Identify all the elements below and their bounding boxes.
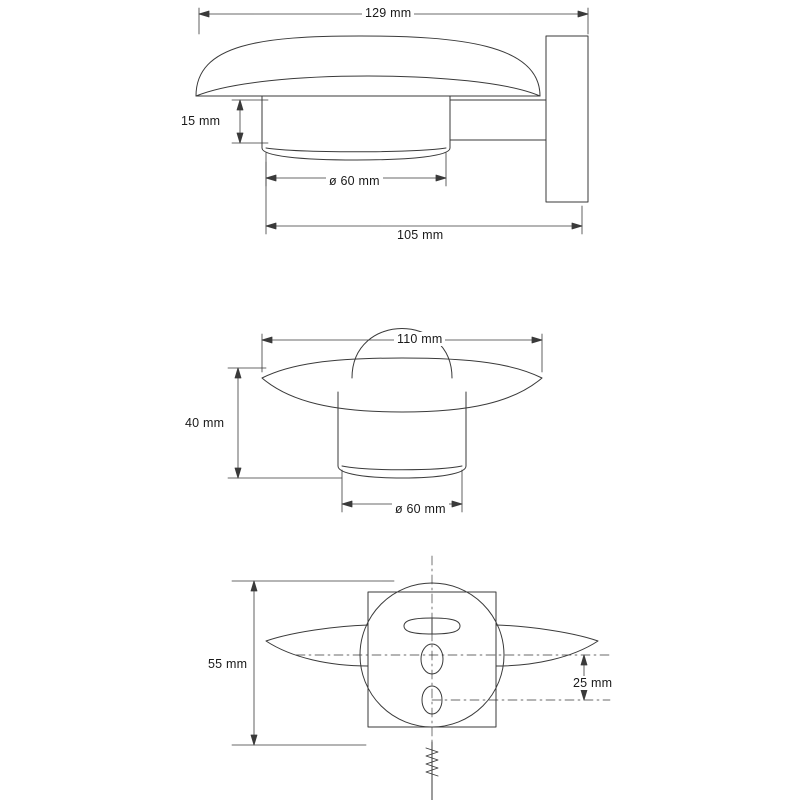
side-view-geometry [196, 36, 588, 202]
dimension-label-front-base-diameter: ø 60 mm [392, 502, 449, 516]
dimension-label-side-width-total: 129 mm [362, 6, 414, 20]
front-view-dimension-lines [228, 334, 542, 512]
dimension-label-side-width-dish: 105 mm [394, 228, 446, 242]
dimension-label-top-offset: 25 mm [570, 676, 615, 690]
dimension-label-front-dish-width: 110 mm [394, 332, 445, 346]
dimension-label-side-height: 15 mm [178, 114, 223, 128]
dimension-label-front-height: 40 mm [182, 416, 227, 430]
dimension-label-side-dish-diameter: ø 60 mm [326, 174, 383, 188]
side-view-dimension-lines [199, 8, 588, 234]
dimension-label-top-depth: 55 mm [205, 657, 250, 671]
front-view-geometry [262, 329, 542, 479]
